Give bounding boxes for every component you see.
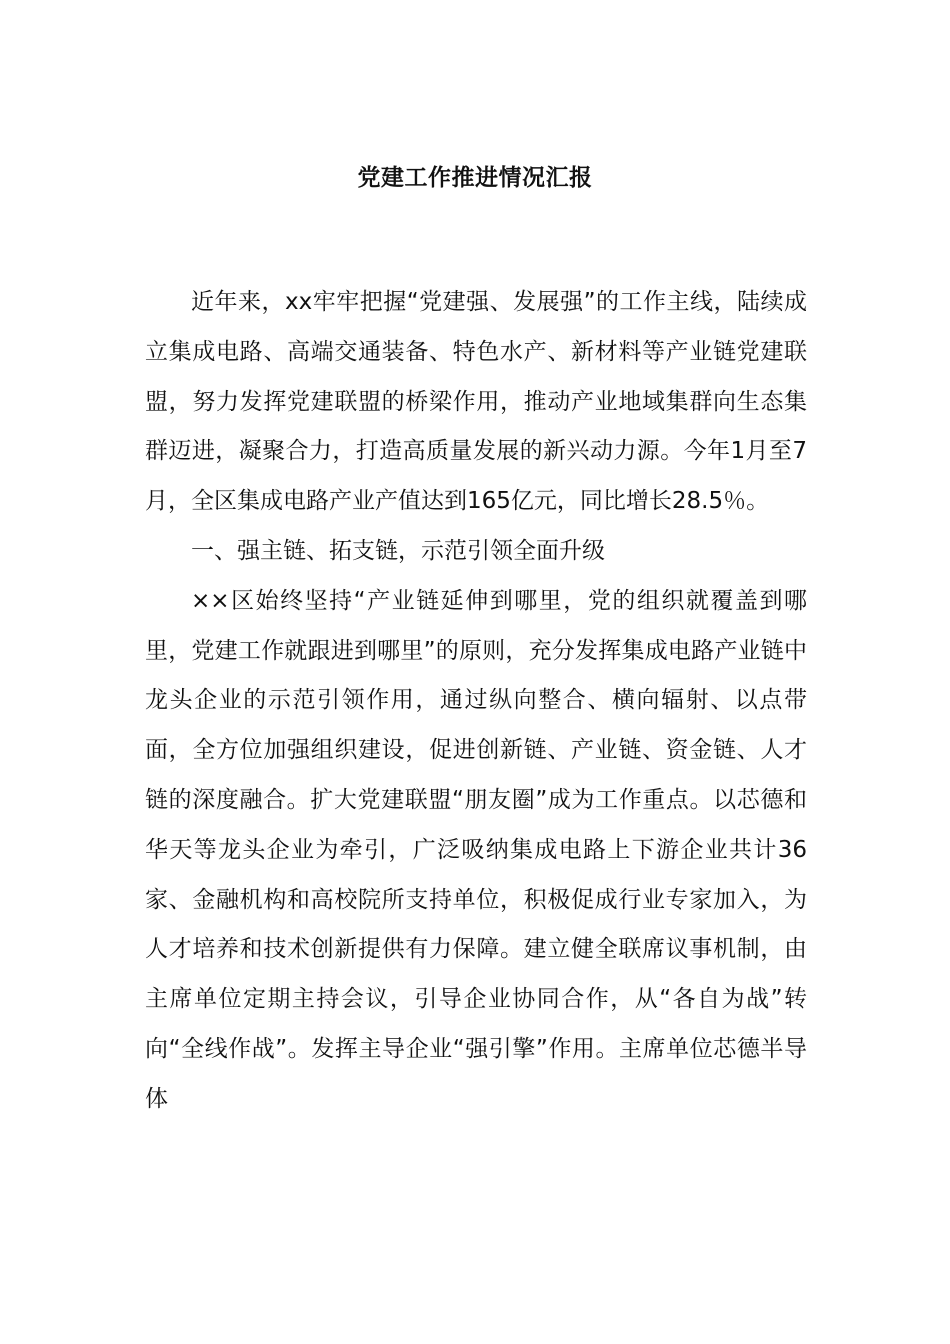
document-body	[145, 278, 807, 1125]
paragraph-section-1: ××区始终坚持“产业链延伸到哪里，党的组织就覆盖到哪里，党建工作就跟进到哪里”的原则，充分发挥集成电路产业链中龙头企业的示范引领作用，通过纵向整合、横向辐射、以点带面，全方位加强组织建设，促进创新链、产业链、资金链、人才链的深度融合。扩大党建联盟“朋友圈”成为工作重点。以芯德和华天等龙头企业为牵引，广泛吸纳集成电路上下游企业共计36家、金融机构和高校院所支持单位，积极促成行业专家加入，为人才培养和技术创新提供有力保障。建立健全联席议事机制，由主席单位定期主持会议，引导企业协同合作，从“各自为战”转向“全线作战”。发挥主导企业“强引擎”作用。主席单位芯德半导体	[145, 587, 807, 1112]
document-title: 党建工作推进情况汇报	[357, 165, 593, 191]
paragraph-intro: 近年来，xx牢牢把握“党建强、发展强”的工作主线，陆续成立集成电路、高端交通装备、特色水产、新材料等产业链党建联盟，努力发挥党建联盟的桥梁作用，推动产业地域集群向生态集群迈进，凝聚合力，打造高质量发展的新兴动力源。今年1月至7月，全区集成电路产业产值达到165亿元，同比增长28.5％。	[145, 289, 807, 515]
section-heading-1: 一、强主链、拓支链，示范引领全面升级	[191, 537, 605, 564]
